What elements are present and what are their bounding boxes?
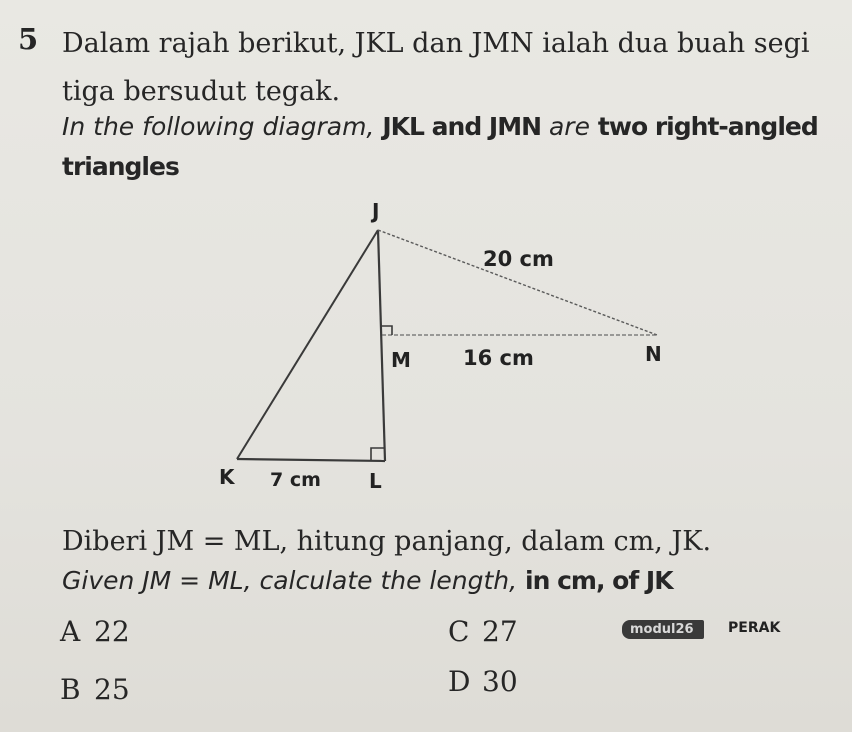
label-n: N [645, 342, 662, 366]
option-a-value: 22 [94, 615, 130, 648]
english-intro-printed: In the following diagram, [62, 112, 375, 141]
option-d-value: 30 [482, 665, 518, 698]
edge-kl [237, 459, 385, 461]
english-prompt-printed: Given JM = ML, calculate the length, [62, 566, 518, 595]
source-badge: modul26 [622, 620, 704, 639]
option-c-letter: C [448, 615, 470, 648]
english-prompt [62, 566, 673, 595]
option-d-letter: D [448, 665, 471, 698]
label-l: L [369, 469, 382, 493]
english-prompt-handwritten: in cm, of JK [525, 566, 673, 595]
edge-jn [378, 230, 657, 335]
option-b[interactable] [60, 673, 130, 706]
edge-jl [378, 230, 385, 461]
option-a-letter: A [60, 615, 81, 648]
question-number: 5 [18, 22, 39, 56]
option-d[interactable] [448, 665, 518, 698]
english-intro-are: are [548, 112, 590, 141]
malay-prompt: Diberi JM = ML, hitung panjang, dalam cm, JK. [62, 526, 712, 557]
label-jn-length: 20 cm [483, 247, 554, 271]
source-state: PERAK [728, 620, 781, 636]
malay-intro-line-2: tiga bersudut tegak. [62, 76, 341, 107]
edge-jk [237, 230, 378, 459]
english-intro-triangles: triangles [62, 152, 179, 181]
label-j: J [372, 199, 380, 223]
label-k: K [219, 465, 235, 489]
label-kl-length: 7 cm [270, 469, 321, 491]
label-m: M [391, 348, 411, 372]
right-angle-mark-m [382, 326, 392, 335]
label-mn-length: 16 cm [463, 346, 534, 370]
option-b-value: 25 [94, 673, 130, 706]
option-c-value: 27 [482, 615, 518, 648]
malay-intro-line-1: Dalam rajah berikut, JKL dan JMN ialah dua buah segi [62, 28, 810, 59]
right-angle-mark-l [371, 448, 385, 461]
english-intro-handwritten-names: JKL and JMN [382, 112, 542, 141]
option-a[interactable] [60, 615, 130, 648]
option-b-letter: B [60, 673, 81, 706]
option-c[interactable] [448, 615, 518, 648]
english-intro-handwritten-right-angled: two right-angled [597, 112, 818, 141]
